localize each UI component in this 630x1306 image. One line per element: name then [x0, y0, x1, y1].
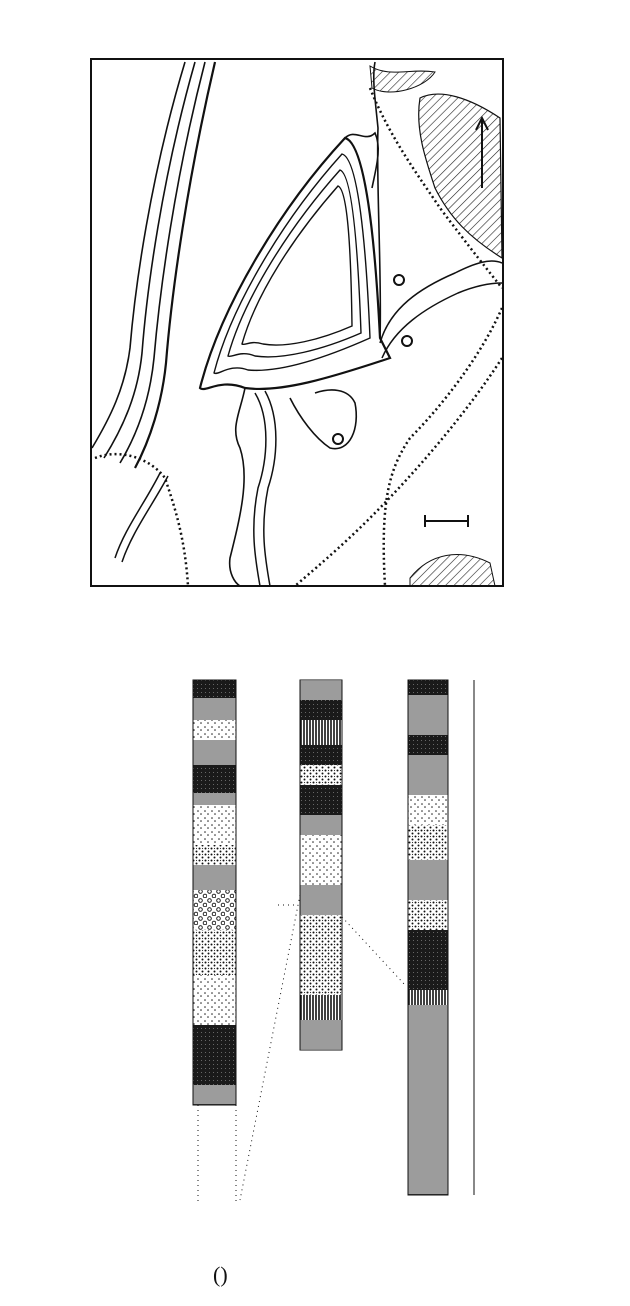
caption-year-close: ) [220, 1262, 228, 1287]
site-no2-marker [394, 275, 404, 285]
column-no2 [408, 680, 448, 1195]
map-svg [90, 58, 505, 588]
rivers [115, 261, 502, 586]
coastline [92, 62, 215, 468]
site-no3-marker [402, 336, 412, 346]
hill-south [410, 555, 495, 586]
hill-north [370, 66, 435, 92]
caption [213, 1262, 228, 1288]
caption-year-open: ( [213, 1262, 221, 1287]
columnar-sections [0, 655, 630, 1215]
column-no3 [300, 680, 342, 1050]
site-no1-marker [333, 434, 343, 444]
column-no1 [193, 680, 236, 1203]
lagoon-outline [200, 138, 390, 389]
scale-bar [425, 515, 468, 527]
lagoon-map [90, 58, 505, 588]
shoreline [230, 62, 381, 586]
